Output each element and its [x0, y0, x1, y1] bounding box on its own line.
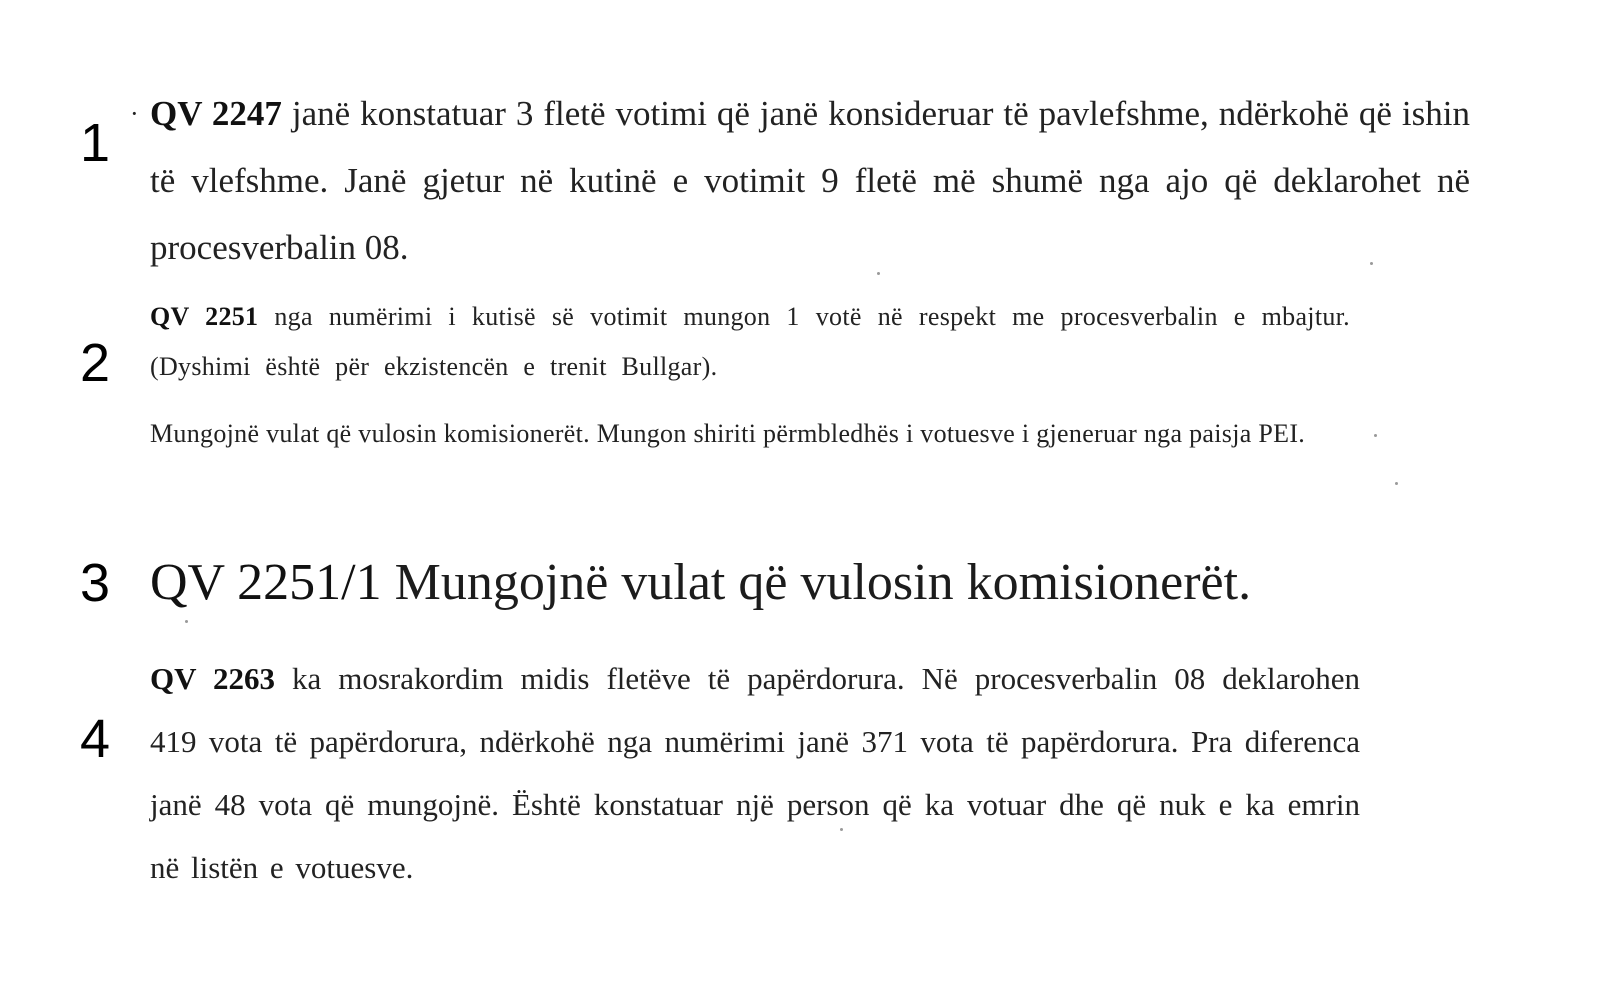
entry-paragraph [150, 292, 1350, 392]
entry-code: QV 2247 [150, 94, 282, 133]
entry-code: QV 2263 [150, 661, 275, 696]
scan-speck [1370, 262, 1373, 265]
marker-1: 1 [80, 113, 111, 173]
entry-qv-2247 [130, 80, 1471, 281]
bullet-dot-icon: · [130, 99, 139, 128]
scan-speck [1374, 434, 1377, 437]
entry-code: QV 2251/1 [150, 554, 382, 611]
entry-paragraph [150, 548, 1470, 618]
marker-3: 3 [80, 553, 111, 613]
marker-4: 4 [80, 709, 111, 769]
entry-code: QV 2251 [150, 302, 259, 331]
scan-speck [185, 620, 188, 623]
entry-qv-2251-note [150, 410, 1350, 458]
entry-extra-paragraph: Mungojnë vulat që vulosin komisionerët. Mungon shiriti përmbledhës i votuesve i gjeneruar nga paisja PEI. [150, 419, 1306, 448]
entry-paragraph [150, 647, 1360, 899]
entry-text: nga numërimi i kutisë së votimit mungon 1 votë në respekt me procesverbalin e mbajtur. (Dyshimi është për ekzistencën e trenit Bullgar). [150, 302, 1350, 381]
entry-text: Mungojnë vulat që vulosin komisionerët. [381, 554, 1252, 611]
scan-speck [1395, 482, 1398, 485]
entry-text: janë konstatuar 3 fletë votimi që janë konsideruar të pavlefshme, ndërkohë që ishin të vlefshme. Janë gjetur në kutinë e votimit 9 fletë më shumë nga ajo që deklarohet në procesverbalin 08. [150, 94, 1471, 267]
marker-2: 2 [80, 333, 111, 393]
entry-qv-2251 [150, 292, 1350, 392]
entry-paragraph [150, 80, 1470, 281]
scan-speck [877, 272, 880, 275]
scan-speck [840, 828, 843, 831]
entry-text: ka mosrakordim midis fletëve të papërdorura. Në procesverbalin 08 deklarohen 419 vota të papërdorura, ndërkohë nga numërimi janë 371 vota të papërdorura. Pra diferenca janë 48 vota që mungojnë. Është konstatuar një person që ka votuar dhe që nuk e ka emrin në listën e votuesve. [150, 661, 1360, 885]
entry-qv-2251-1 [150, 548, 1470, 618]
entry-qv-2263 [150, 647, 1360, 899]
